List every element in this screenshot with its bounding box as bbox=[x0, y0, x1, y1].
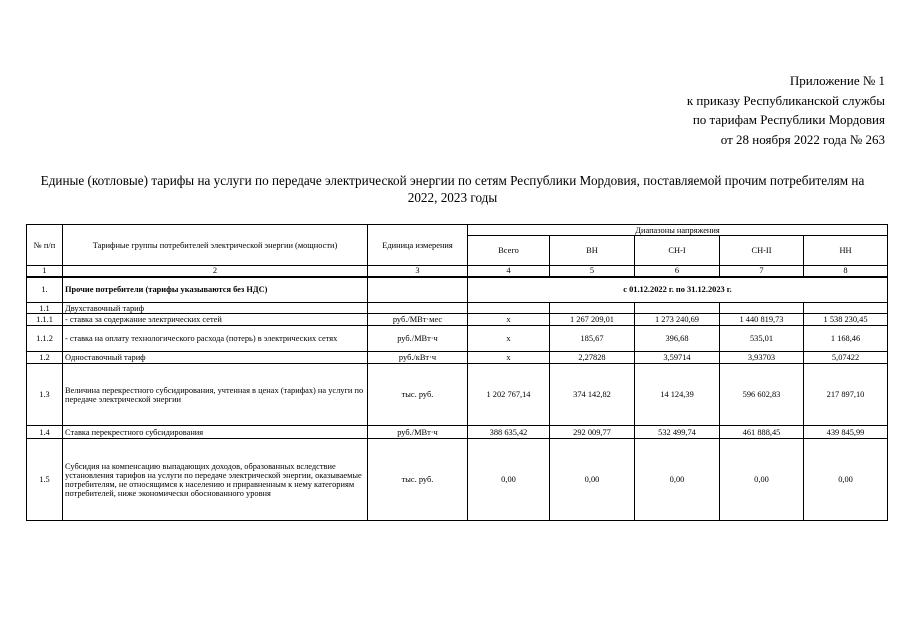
row-value-sn2: 461 888,45 bbox=[720, 426, 804, 439]
col-number: 7 bbox=[720, 266, 804, 277]
header-total: Всего bbox=[468, 236, 550, 266]
row-value-nn: 439 845,99 bbox=[804, 426, 888, 439]
row-num: 1.3 bbox=[27, 364, 63, 426]
row-name: Величина перекрестного субсидирования, учтенная в ценах (тарифах) на услуги по передаче электрической энергии bbox=[63, 364, 368, 426]
header-voltage-ranges: Диапазоны напряжения bbox=[468, 225, 888, 236]
table-row bbox=[27, 314, 888, 326]
title-line-1: Единые (котловые) тарифы на услуги по передаче электрической энергии по сетям Республики Мордовия, поставляемой прочим потребителям на bbox=[40, 173, 865, 188]
section-period: с 01.12.2022 г. по 31.12.2023 г. bbox=[468, 277, 888, 303]
row-value-total: х bbox=[468, 314, 550, 326]
row-value-nn bbox=[804, 303, 888, 314]
header-row-top bbox=[27, 225, 888, 236]
row-unit: руб./МВт·ч bbox=[368, 326, 468, 352]
title-line-2: 2022, 2023 годы bbox=[407, 190, 498, 205]
row-name: - ставка за содержание электрических сетей bbox=[63, 314, 368, 326]
header-nn: НН bbox=[804, 236, 888, 266]
row-unit: тыс. руб. bbox=[368, 439, 468, 521]
row-value-vn: 0,00 bbox=[550, 439, 635, 521]
row-name: Ставка перекрестного субсидирования bbox=[63, 426, 368, 439]
col-number: 5 bbox=[550, 266, 635, 277]
order-date: от 28 ноября 2022 года № 263 bbox=[720, 131, 885, 147]
section-num: 1. bbox=[27, 277, 63, 303]
row-value-total: 1 202 767,14 bbox=[468, 364, 550, 426]
row-value-sn1: 396,68 bbox=[635, 326, 720, 352]
row-value-total: 388 635,42 bbox=[468, 426, 550, 439]
row-unit: тыс. руб. bbox=[368, 364, 468, 426]
col-number: 2 bbox=[63, 266, 368, 277]
row-value-nn: 217 897,10 bbox=[804, 364, 888, 426]
row-value-sn1: 1 273 240,69 bbox=[635, 314, 720, 326]
col-number: 6 bbox=[635, 266, 720, 277]
row-value-vn bbox=[550, 303, 635, 314]
row-unit: руб./МВт·мес bbox=[368, 314, 468, 326]
document-title bbox=[20, 172, 885, 206]
row-value-vn: 1 267 209,01 bbox=[550, 314, 635, 326]
table-row bbox=[27, 352, 888, 364]
section-row bbox=[27, 277, 888, 303]
col-number: 4 bbox=[468, 266, 550, 277]
row-value-total: х bbox=[468, 352, 550, 364]
row-value-nn: 1 168,46 bbox=[804, 326, 888, 352]
agency-name: по тарифам Республики Мордовия bbox=[692, 112, 885, 127]
row-value-total: х bbox=[468, 326, 550, 352]
document-header bbox=[687, 71, 885, 149]
table-row bbox=[27, 303, 888, 314]
row-value-sn1 bbox=[635, 303, 720, 314]
table-row bbox=[27, 439, 888, 521]
row-num: 1.1.2 bbox=[27, 326, 63, 352]
row-name: Субсидия на компенсацию выпадающих доходов, образованных вследствие установления тарифов на услуги по передаче электрической энергии, оказываемые потребителям, не относящимся к населению и приравненным к нему категориям потребителей, ниже экономически обоснованного уровня bbox=[63, 439, 368, 521]
section-unit bbox=[368, 277, 468, 303]
order-reference: к приказу Республиканской службы bbox=[686, 92, 885, 108]
row-unit: руб./МВт·ч bbox=[368, 426, 468, 439]
row-value-sn1: 3,59714 bbox=[635, 352, 720, 364]
row-value-total bbox=[468, 303, 550, 314]
table-row bbox=[27, 426, 888, 439]
col-number: 1 bbox=[27, 266, 63, 277]
row-value-sn1: 532 499,74 bbox=[635, 426, 720, 439]
header-num: № п/п bbox=[27, 225, 63, 266]
row-value-sn2: 0,00 bbox=[720, 439, 804, 521]
row-value-nn: 5,07422 bbox=[804, 352, 888, 364]
row-value-vn: 2,27828 bbox=[550, 352, 635, 364]
section-name: Прочие потребители (тарифы указываются без НДС) bbox=[63, 277, 368, 303]
appendix-label: Приложение № 1 bbox=[789, 73, 885, 88]
header-sn1: СН-I bbox=[635, 236, 720, 266]
row-num: 1.1.1 bbox=[27, 314, 63, 326]
row-value-sn2: 3,93703 bbox=[720, 352, 804, 364]
table-row bbox=[27, 364, 888, 426]
row-num: 1.1 bbox=[27, 303, 63, 314]
row-value-sn2: 596 602,83 bbox=[720, 364, 804, 426]
col-number: 8 bbox=[804, 266, 888, 277]
column-number-row bbox=[27, 266, 888, 277]
table-row bbox=[27, 326, 888, 352]
row-num: 1.2 bbox=[27, 352, 63, 364]
row-value-vn: 292 009,77 bbox=[550, 426, 635, 439]
header-sn2: СН-II bbox=[720, 236, 804, 266]
row-value-sn2: 1 440 819,73 bbox=[720, 314, 804, 326]
row-unit: руб./кВт·ч bbox=[368, 352, 468, 364]
tariff-table bbox=[26, 224, 888, 521]
row-value-sn1: 14 124,39 bbox=[635, 364, 720, 426]
row-num: 1.5 bbox=[27, 439, 63, 521]
row-num: 1.4 bbox=[27, 426, 63, 439]
row-name: Двухставочный тариф bbox=[63, 303, 368, 314]
row-value-sn1: 0,00 bbox=[635, 439, 720, 521]
row-value-vn: 185,67 bbox=[550, 326, 635, 352]
row-name: Одноставочный тариф bbox=[63, 352, 368, 364]
row-value-nn: 0,00 bbox=[804, 439, 888, 521]
row-unit bbox=[368, 303, 468, 314]
row-value-nn: 1 538 230,45 bbox=[804, 314, 888, 326]
header-vn: ВН bbox=[550, 236, 635, 266]
row-value-total: 0,00 bbox=[468, 439, 550, 521]
row-name: - ставка на оплату технологического расхода (потерь) в электрических сетях bbox=[63, 326, 368, 352]
row-value-vn: 374 142,82 bbox=[550, 364, 635, 426]
row-value-sn2 bbox=[720, 303, 804, 314]
col-number: 3 bbox=[368, 266, 468, 277]
header-unit: Единица измерения bbox=[368, 225, 468, 266]
row-value-sn2: 535,01 bbox=[720, 326, 804, 352]
header-groups: Тарифные группы потребителей электрической энергии (мощности) bbox=[63, 225, 368, 266]
